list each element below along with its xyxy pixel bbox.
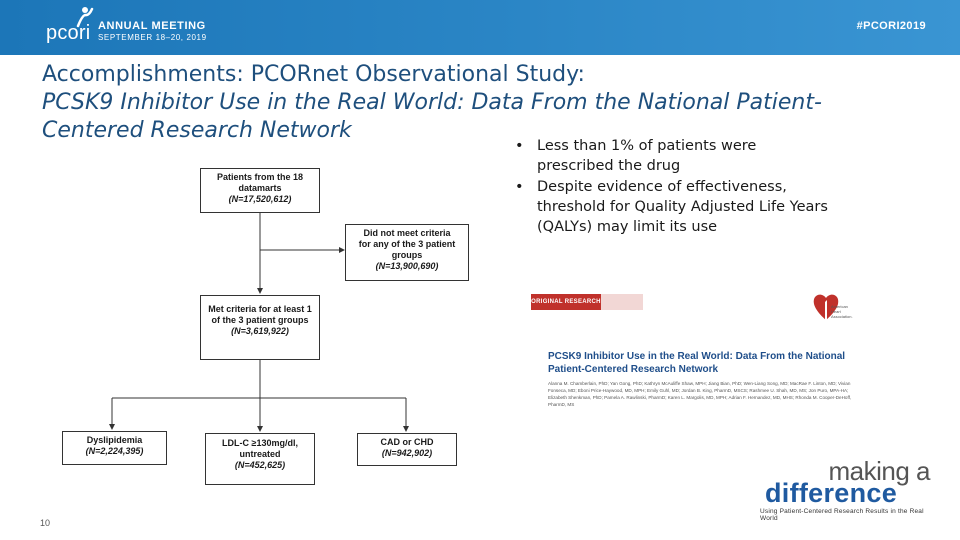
flow-box-ldl-n: (N=452,625) [234, 460, 286, 470]
brand-making: making a [828, 456, 930, 486]
flow-box-dyslipidemia-n: (N=2,224,395) [85, 446, 144, 456]
flow-box-cad-label: CAD or CHD [380, 437, 434, 447]
flow-box-not-met-n: (N=13,900,690) [375, 261, 439, 271]
paper-org-text: American Heart Association. [831, 304, 853, 319]
flow-box-not-met-label: Did not meet criteria for any of the 3 patient groups [358, 228, 456, 260]
bullet-dot-icon: • [515, 138, 524, 154]
flow-box-ldl-label: LDL-C ≥130mg/dl, untreated [222, 438, 298, 459]
flow-box-cad-n: (N=942,902) [381, 448, 433, 458]
flow-box-dyslipidemia [62, 431, 167, 465]
pcori-logo: pcori [46, 22, 91, 44]
flow-box-met-criteria-n: (N=3,619,922) [231, 326, 289, 336]
flow-box-patients-n: (N=17,520,612) [228, 194, 292, 204]
flow-box-patients [200, 168, 320, 213]
title-line-1: Accomplishments: PCORnet Observational Study: [42, 62, 585, 87]
flow-box-cad [357, 433, 457, 466]
bullet-dot-icon: • [515, 179, 524, 195]
flow-box-not-met [345, 224, 469, 281]
bullet-text: Less than 1% of patients were prescribed the drug [537, 138, 757, 174]
flow-box-met-criteria [200, 295, 320, 360]
page-number: 10 [40, 518, 51, 528]
bullet-list [515, 136, 835, 238]
making-a-difference-brand [760, 458, 930, 520]
title-line-2a: PCSK9 Inhibitor Use in the Real World: Data From the National Patient- [42, 90, 822, 115]
hashtag: #PCORI2019 [856, 20, 926, 32]
flow-box-met-criteria-label: Met criteria for at least 1 of the 3 patient groups [208, 304, 312, 325]
meeting-title: ANNUAL MEETING [98, 20, 206, 32]
bullet-item [515, 136, 835, 176]
flow-box-dyslipidemia-label: Dyslipidemia [86, 435, 143, 445]
paper-authors: Alanna M. Chamberlain, PhD; Yan Gong, PhD; Kathryn McAuliffe Shaw, MPH; Jiang Bian, PhD; Wen-Liang Song, MD; MacRae F. Linton, MD; Vivian Fonseca, MD; Eboni Price-Haywood, MD, MPH; Emily Guhl, MD; Jordan B. King, PharmD, MSCS; Rashmee U. Shah, MD, MS; Jon Puro, MPA-HA; Elizabeth Shenkman, PhD; Pamela A. Rawlinski, PharmD; Karen L. Margolis, MD, MPH; Adrian F. Hernandez, MD, MHS; Rhonda M. Cooper-DeHoff, PharmD, MS [548, 381, 852, 407]
title-line-2b: Centered Research Network [42, 118, 352, 143]
bullet-item [515, 177, 835, 237]
meeting-dates: SEPTEMBER 18–20, 2019 [98, 33, 207, 42]
flow-box-ldl [205, 433, 315, 485]
brand-tagline: Using Patient-Centered Research Results in the Real World [760, 508, 924, 522]
paper-section-label: ORIGINAL RESEARCH [531, 294, 601, 310]
paper-title: PCSK9 Inhibitor Use in the Real World: Data From the National Patient-Centered Research Network [548, 351, 846, 375]
brand-difference: difference [765, 478, 898, 508]
flow-box-patients-label: Patients from the 18 datamarts [216, 172, 304, 193]
paper-snippet [531, 290, 853, 420]
paper-section-bar [601, 294, 643, 310]
bullet-text: Despite evidence of effectiveness, threshold for Quality Adjusted Life Years (QALYs) may limit its use [537, 179, 828, 235]
